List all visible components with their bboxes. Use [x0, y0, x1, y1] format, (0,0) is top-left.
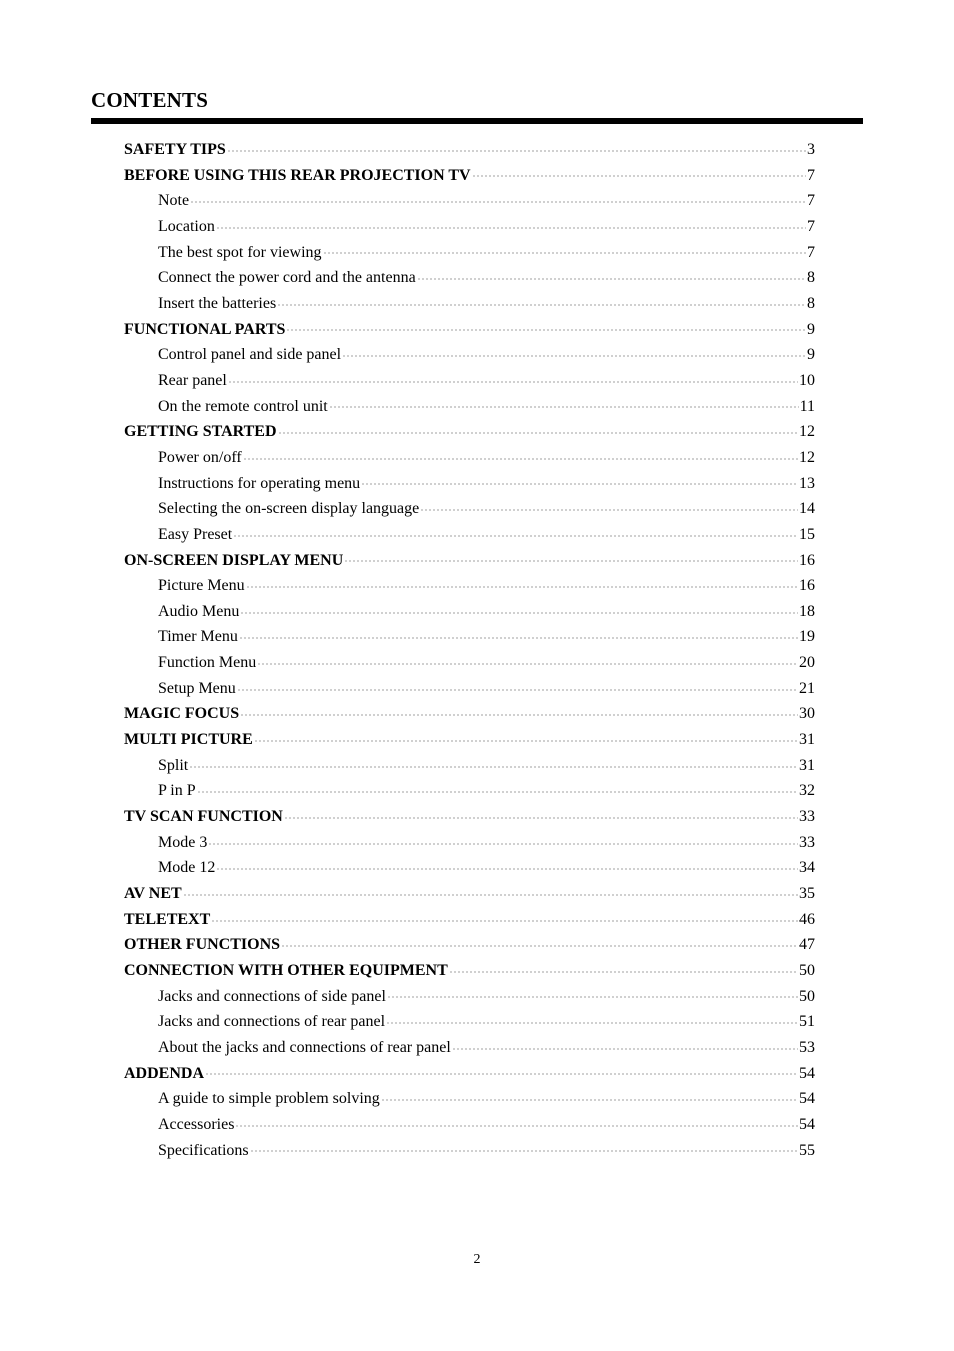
toc-entry-label: Control panel and side panel: [158, 346, 342, 364]
toc-entry-label: Function Menu: [158, 654, 257, 672]
toc-entry-page: 54: [799, 1064, 815, 1082]
toc-entry-page: 12: [799, 423, 815, 441]
dot-leader: [342, 355, 806, 357]
toc-entry-page: 9: [807, 346, 815, 364]
toc-entry-label: Mode 12: [158, 859, 216, 877]
toc-entry-page: 31: [799, 731, 815, 749]
toc-subsection-entry[interactable]: [124, 650, 815, 676]
toc-entry-label: BEFORE USING THIS REAR PROJECTION TV: [124, 166, 471, 184]
dot-leader: [190, 201, 806, 203]
toc-entry-page: 32: [799, 782, 815, 800]
toc-entry-page: 14: [799, 500, 815, 518]
dot-leader: [323, 252, 806, 254]
dot-leader: [243, 458, 798, 460]
toc-entry-label: Audio Menu: [158, 602, 240, 620]
toc-section-entry[interactable]: [124, 932, 815, 958]
toc-entry-label: On the remote control unit: [158, 397, 328, 415]
toc-entry-label: Power on/off: [158, 448, 242, 466]
toc-entry-label: Split: [158, 756, 189, 774]
toc-entry-page: 51: [799, 1013, 815, 1031]
dot-leader: [387, 996, 798, 998]
toc-subsection-entry[interactable]: [124, 1009, 815, 1035]
dot-leader: [240, 612, 798, 614]
toc-subsection-entry[interactable]: [124, 188, 815, 214]
toc-entry-label: Jacks and connections of rear panel: [158, 1013, 386, 1031]
dot-leader: [235, 1125, 798, 1127]
dot-leader: [239, 637, 798, 639]
toc-entry-label: MULTI PICTURE: [124, 731, 253, 749]
toc-entry-page: 8: [807, 294, 815, 312]
toc-entry-page: 12: [799, 448, 815, 466]
dot-leader: [449, 971, 798, 973]
dot-leader: [237, 689, 798, 691]
toc-entry-page: 7: [807, 217, 815, 235]
toc-entry-page: 15: [799, 525, 815, 543]
dot-leader: [281, 945, 798, 947]
toc-entry-label: Instructions for operating menu: [158, 474, 361, 492]
toc-entry-label: Mode 3: [158, 833, 208, 851]
toc-entry-page: 16: [799, 551, 815, 569]
toc-entry-page: 30: [799, 705, 815, 723]
dot-leader: [183, 894, 798, 896]
toc-entry-label: Accessories: [158, 1115, 235, 1133]
toc-subsection-entry[interactable]: [124, 624, 815, 650]
dot-leader: [386, 1022, 798, 1024]
toc-entry-label: Rear panel: [158, 371, 227, 389]
toc-entry-label: GETTING STARTED: [124, 423, 277, 441]
toc-entry-page: 47: [799, 936, 815, 954]
dot-leader: [452, 1048, 798, 1050]
dot-leader: [228, 381, 798, 383]
toc-entry-label: MAGIC FOCUS: [124, 705, 240, 723]
toc-subsection-entry[interactable]: [124, 368, 815, 394]
toc-subsection-entry[interactable]: [124, 1086, 815, 1112]
toc-section-entry[interactable]: [124, 881, 815, 907]
toc-entry-label: ON-SCREEN DISPLAY MENU: [124, 551, 344, 569]
toc-section-entry[interactable]: [124, 804, 815, 830]
toc-entry-page: 53: [799, 1038, 815, 1056]
toc-entry-label: AV NET: [124, 885, 182, 903]
toc-entry-label: A guide to simple problem solving: [158, 1090, 380, 1108]
toc-entry-label: Selecting the on-screen display language: [158, 500, 420, 518]
toc-entry-page: 31: [799, 756, 815, 774]
dot-leader: [250, 1150, 798, 1152]
table-of-contents: [124, 137, 815, 1163]
toc-subsection-entry[interactable]: [124, 265, 815, 291]
dot-leader: [208, 843, 798, 845]
toc-entry-page: 34: [799, 859, 815, 877]
toc-entry-label: SAFETY TIPS: [124, 141, 226, 158]
toc-entry-page: 13: [799, 474, 815, 492]
toc-section-entry[interactable]: [124, 317, 815, 343]
title-rule: [91, 118, 863, 124]
dot-leader: [227, 150, 806, 152]
toc-entry-label: About the jacks and connections of rear panel: [158, 1038, 451, 1056]
dot-leader: [240, 714, 798, 716]
toc-entry-page: 35: [799, 885, 815, 903]
toc-entry-page: 8: [807, 269, 815, 287]
toc-entry-label: Location: [158, 217, 215, 235]
dot-leader: [286, 329, 806, 331]
toc-subsection-entry[interactable]: [124, 984, 815, 1010]
toc-subsection-entry[interactable]: [124, 214, 815, 240]
toc-entry-page: 50: [799, 987, 815, 1005]
toc-subsection-entry[interactable]: [124, 342, 815, 368]
toc-section-entry[interactable]: [124, 701, 815, 727]
dot-leader: [254, 740, 798, 742]
toc-entry-label: TELETEXT: [124, 910, 211, 928]
toc-entry-page: 9: [807, 320, 815, 338]
toc-entry-page: 10: [799, 371, 815, 389]
toc-entry-page: 3: [807, 141, 815, 158]
toc-entry-label: Jacks and connections of side panel: [158, 987, 386, 1005]
toc-section-entry[interactable]: [124, 137, 815, 163]
toc-subsection-entry[interactable]: [124, 599, 815, 625]
toc-entry-page: 54: [799, 1115, 815, 1133]
toc-entry-label: OTHER FUNCTIONS: [124, 936, 281, 954]
toc-entry-page: 16: [799, 577, 815, 595]
toc-entry-page: 7: [807, 243, 815, 261]
toc-subsection-entry[interactable]: [124, 394, 815, 420]
toc-subsection-entry[interactable]: [124, 1035, 815, 1061]
dot-leader: [257, 663, 798, 665]
toc-subsection-entry[interactable]: [124, 496, 815, 522]
dot-leader: [211, 920, 798, 922]
dot-leader: [189, 766, 798, 768]
dot-leader: [216, 868, 798, 870]
toc-entry-page: 11: [799, 397, 815, 415]
dot-leader: [216, 227, 806, 229]
toc-entry-label: Timer Menu: [158, 628, 238, 646]
toc-entry-page: 21: [799, 679, 815, 697]
toc-entry-label: TV SCAN FUNCTION: [124, 808, 283, 826]
dot-leader: [417, 278, 806, 280]
dot-leader: [381, 1099, 798, 1101]
toc-subsection-entry[interactable]: [124, 573, 815, 599]
toc-subsection-entry[interactable]: [124, 830, 815, 856]
toc-entry-label: Setup Menu: [158, 679, 236, 697]
toc-entry-page: 20: [799, 654, 815, 672]
dot-leader: [197, 791, 798, 793]
toc-subsection-entry[interactable]: [124, 1138, 815, 1164]
toc-entry-page: 50: [799, 962, 815, 979]
toc-section-entry[interactable]: [124, 548, 815, 574]
dot-leader: [329, 406, 799, 408]
toc-entry-label: Note: [158, 192, 190, 210]
toc-entry-page: 19: [799, 628, 815, 646]
dot-leader: [472, 175, 806, 177]
dot-leader: [233, 535, 798, 537]
toc-entry-page: 7: [807, 166, 815, 184]
toc-entry-label: ADDENDA: [124, 1064, 204, 1082]
toc-subsection-entry[interactable]: [124, 778, 815, 804]
toc-entry-label: Specifications: [158, 1141, 249, 1159]
toc-entry-label: P in P: [158, 782, 196, 800]
toc-entry-page: 55: [799, 1141, 815, 1159]
toc-subsection-entry[interactable]: [124, 753, 815, 779]
toc-section-entry[interactable]: [124, 163, 815, 189]
toc-subsection-entry[interactable]: [124, 291, 815, 317]
dot-leader: [344, 560, 798, 562]
dot-leader: [205, 1073, 798, 1075]
toc-subsection-entry[interactable]: [124, 240, 815, 266]
toc-section-entry[interactable]: [124, 419, 815, 445]
toc-entry-label: Connect the power cord and the antenna: [158, 269, 416, 287]
dot-leader: [361, 483, 798, 485]
toc-subsection-entry[interactable]: [124, 445, 815, 471]
toc-section-entry[interactable]: [124, 1061, 815, 1087]
dot-leader: [278, 432, 798, 434]
toc-entry-page: 54: [799, 1090, 815, 1108]
dot-leader: [246, 586, 798, 588]
toc-entry-page: 18: [799, 602, 815, 620]
toc-entry-label: Insert the batteries: [158, 294, 277, 312]
dot-leader: [284, 817, 798, 819]
toc-subsection-entry[interactable]: [124, 522, 815, 548]
toc-entry-label: Easy Preset: [158, 525, 233, 543]
toc-subsection-entry[interactable]: [124, 855, 815, 881]
toc-entry-label: Picture Menu: [158, 577, 245, 595]
toc-subsection-entry[interactable]: [124, 1112, 815, 1138]
toc-entry-label: FUNCTIONAL PARTS: [124, 320, 286, 338]
toc-entry-page: 7: [807, 192, 815, 210]
toc-entry-page: 33: [799, 808, 815, 826]
toc-section-entry[interactable]: [124, 958, 815, 984]
dot-leader: [277, 304, 806, 306]
page-number: 2: [473, 1252, 481, 1267]
toc-section-entry[interactable]: [124, 907, 815, 933]
toc-entry-page: 33: [799, 833, 815, 851]
toc-subsection-entry[interactable]: [124, 471, 815, 497]
toc-subsection-entry[interactable]: [124, 676, 815, 702]
page-title: CONTENTS: [91, 88, 209, 112]
toc-entry-page: 46: [799, 910, 815, 928]
toc-entry-label: The best spot for viewing: [158, 243, 322, 261]
toc-section-entry[interactable]: [124, 727, 815, 753]
toc-entry-label: CONNECTION WITH OTHER EQUIPMENT: [124, 962, 448, 979]
dot-leader: [420, 509, 798, 511]
